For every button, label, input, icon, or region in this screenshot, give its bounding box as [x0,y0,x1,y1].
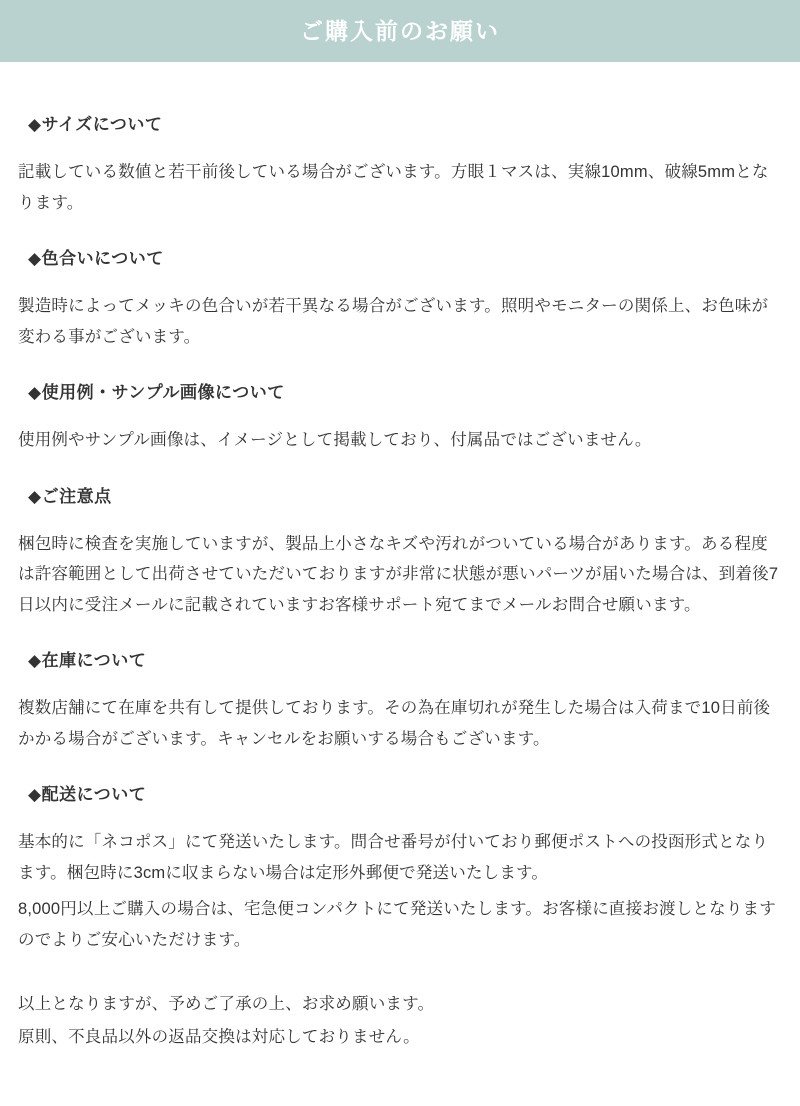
section-heading: ◆配送について [28,785,147,805]
section-heading: ◆サイズについて [28,115,163,134]
page-title: ご購入前のお願い [300,17,500,44]
section-cautions [18,482,782,621]
closing-line-2: 原則、不良品以外の返品交換は対応しておりません。 [18,1027,420,1046]
section-paragraph: 梱包時に検査を実施していますが、製品上小さなキズや汚れがついている場合があります。ある程度は許容範囲として出荷させていただいておりますが非常に状態が悪いパーツが届いた場合は、到着後7日以内に受注メールに記載されていますお客様サポート宛てまでメールお問合せ願います。 [18,534,779,614]
section-heading: ◆ご注意点 [28,486,112,506]
closing-note [18,989,782,1052]
section-paragraph: 8,000円以上ご購入の場合は、宅急便コンパクトにて発送いたします。お客様に直接お渡しとなりますのでよりご安心いただけます。 [18,900,776,949]
page-banner [0,0,800,62]
section-paragraph: 使用例やサンプル画像は、イメージとして掲載しており、付属品ではございません。 [18,431,652,450]
closing-line-1: 以上となりますが、予めご了承の上、お求め願います。 [18,995,435,1014]
section-heading: ◆使用例・サンプル画像について [28,383,285,403]
section-heading: ◆在庫について [28,651,147,671]
section-paragraph: 製造時によってメッキの色合いが若干異なる場合がございます。照明やモニターの関係上、お色味が変わる事がございます。 [18,297,769,346]
section-sample-images [18,378,782,456]
notice-content [0,62,800,1064]
section-size [18,110,782,218]
section-stock [18,646,782,754]
section-color [18,244,782,352]
section-heading: ◆色合いについて [28,249,164,269]
section-shipping [18,780,782,955]
section-paragraph: 複数店舗にて在庫を共有して提供しております。その為在庫切れが発生した場合は入荷まで10日前後かかる場合がございます。キャンセルをお願いする場合もございます。 [18,699,771,748]
section-paragraph: 記載している数値と若干前後している場合がございます。方眼１マスは、実線10mm、破線5mmとなります。 [18,163,769,212]
section-paragraph: 基本的に「ネコポス」にて発送いたします。問合せ番号が付いており郵便ポストへの投函形式となります。梱包時に3cmに収まらない場合は定形外郵便で発送いたします。 [18,833,769,882]
